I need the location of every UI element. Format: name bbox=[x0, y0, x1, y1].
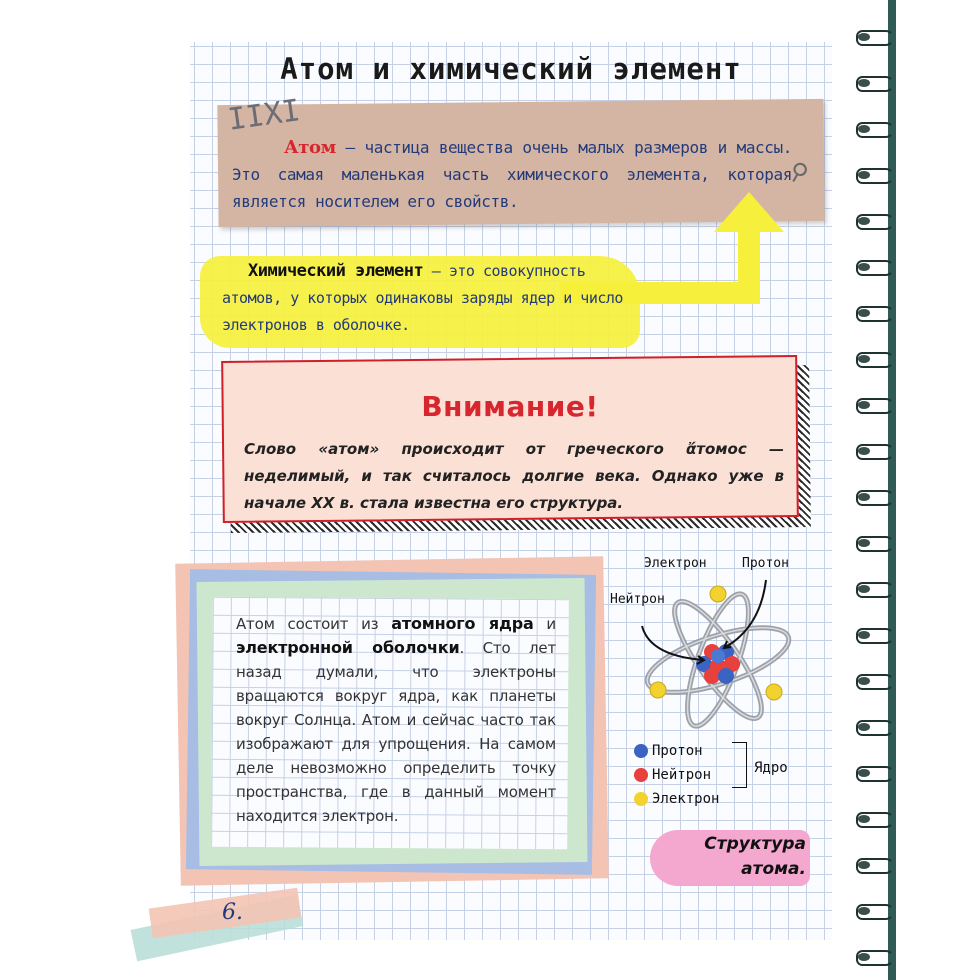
legend-electron bbox=[634, 788, 719, 810]
frame-bold-shell: электронной оболочки bbox=[236, 638, 460, 657]
arrow-up-icon bbox=[714, 192, 784, 232]
atom-definition-text: – частица вещества очень малых размеров и массы. Это самая маленькая часть химического элемента, которая является носителем его свойств. bbox=[232, 138, 792, 211]
spiral-ring bbox=[856, 674, 896, 688]
element-term: Химический элемент bbox=[248, 261, 424, 281]
paperclip-icon: ⚲ bbox=[784, 155, 814, 189]
spiral-ring bbox=[856, 260, 896, 274]
spiral-ring bbox=[856, 122, 896, 136]
legend-neutron bbox=[634, 764, 711, 786]
caption-line-2: атома. bbox=[741, 859, 806, 879]
spiral-ring bbox=[856, 30, 896, 44]
spiral-ring bbox=[856, 766, 896, 780]
element-definition bbox=[222, 258, 642, 339]
legend-electron-label: Электрон bbox=[652, 791, 720, 807]
proton-dot-icon bbox=[634, 744, 648, 758]
page-title: Атом и химический элемент bbox=[280, 52, 742, 86]
spiral-ring bbox=[856, 858, 896, 872]
arrow-shaft-vertical bbox=[738, 230, 760, 304]
label-electron: Электрон bbox=[644, 556, 707, 571]
neutron-dot-icon bbox=[634, 768, 648, 782]
frame-rest: . Сто лет назад думали, что электроны вращаются вокруг ядра, как планеты вокруг Солнца. Атом и сейчас часто так изображают для упрощения. На самом деле невозможно определить точку пространства, где в данный момент находится электрон. bbox=[236, 639, 556, 825]
label-proton: Протон bbox=[742, 556, 789, 571]
spiral-ring bbox=[856, 352, 896, 366]
legend-nucleus: Ядро bbox=[754, 760, 788, 776]
element-definition-text: – это совокупность атомов, у которых одинаковы заряды ядер и число электронов в оболочке. bbox=[222, 262, 623, 334]
spiral-ring bbox=[856, 398, 896, 412]
frame-mid: и bbox=[533, 615, 556, 633]
figure-caption bbox=[676, 832, 806, 882]
atom-definition bbox=[232, 134, 792, 215]
spiral-ring bbox=[856, 628, 896, 642]
caption-line-1: Структура bbox=[704, 834, 806, 854]
nucleus-bracket bbox=[732, 742, 747, 788]
spiral-ring bbox=[856, 306, 896, 320]
frame-intro: Атом состоит из bbox=[236, 615, 392, 633]
spiral-ring bbox=[856, 490, 896, 504]
spiral-ring bbox=[856, 536, 896, 550]
legend-proton bbox=[634, 740, 703, 762]
legend-proton-label: Протон bbox=[652, 743, 703, 759]
spiral-ring bbox=[856, 950, 896, 964]
spiral-ring bbox=[856, 214, 896, 228]
atom-diagram bbox=[600, 548, 800, 738]
spiral-ring bbox=[856, 76, 896, 90]
spiral-ring bbox=[856, 720, 896, 734]
attention-text: Слово «атом» происходит от греческого ἄтомос — неделимый, и так считалось долгие века. Однако уже в начале XX в. стала известна его структура. bbox=[244, 440, 784, 512]
page-number: 6. bbox=[222, 900, 243, 925]
electron-dot-icon bbox=[634, 792, 648, 806]
attention-title: Внимание! bbox=[421, 390, 599, 423]
scribble-mark: IIXI bbox=[225, 93, 303, 138]
atom-structure-text bbox=[236, 612, 556, 828]
spiral-ring bbox=[856, 168, 896, 182]
label-neutron: Нейтрон bbox=[610, 592, 665, 607]
spiral-ring bbox=[856, 904, 896, 918]
spiral-ring bbox=[856, 812, 896, 826]
atom-term: Атом bbox=[284, 137, 336, 158]
legend-neutron-label: Нейтрон bbox=[652, 767, 712, 783]
frame-bold-nucleus: атомного ядра bbox=[391, 614, 534, 633]
spiral-ring bbox=[856, 444, 896, 458]
spiral-ring bbox=[856, 582, 896, 596]
